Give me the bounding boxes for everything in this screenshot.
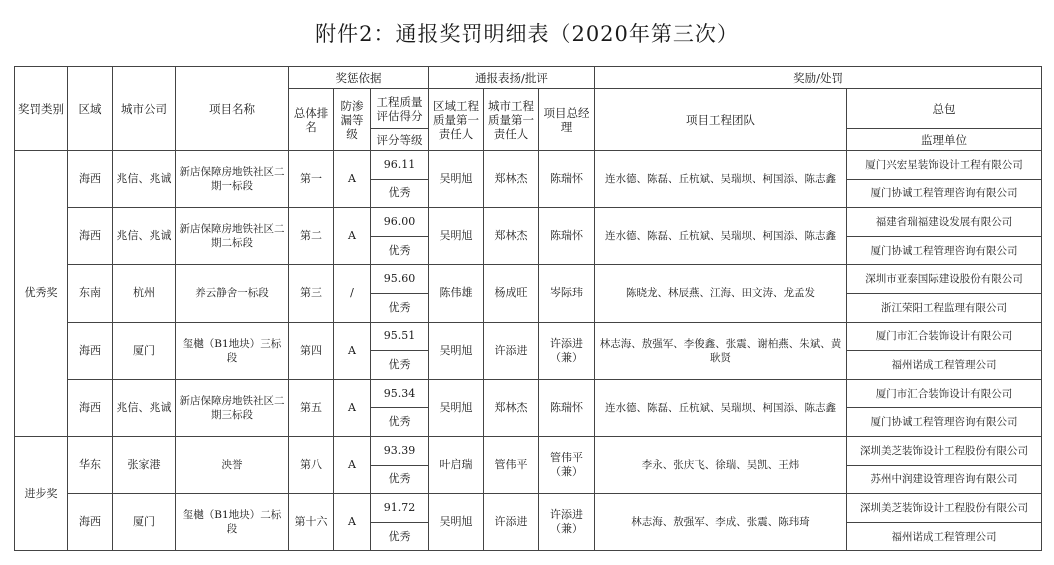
leak-cell: / bbox=[334, 265, 371, 322]
leak-cell: A bbox=[334, 494, 371, 551]
pm-cell: 许添进（兼） bbox=[539, 494, 595, 551]
region-cell: 海西 bbox=[68, 379, 113, 436]
contractor-cell: 深圳美芝装饰设计工程股份有限公司 bbox=[847, 494, 1042, 523]
category-cell: 进步奖 bbox=[15, 436, 68, 550]
leak-cell: A bbox=[334, 379, 371, 436]
header-reward: 奖励/处罚 bbox=[595, 67, 1042, 89]
score-cell: 95.51 bbox=[371, 322, 429, 351]
team-cell: 林志海、敖强军、李俊鑫、张震、谢柏燕、朱斌、黄耿贤 bbox=[595, 322, 847, 379]
project-cell: 养云静舍一标段 bbox=[176, 265, 289, 322]
grade-cell: 优秀 bbox=[371, 465, 429, 494]
supervisor-cell: 福州诺成工程管理公司 bbox=[847, 522, 1042, 551]
team-cell: 林志海、敖强军、李成、张震、陈玮琦 bbox=[595, 494, 847, 551]
supervisor-cell: 厦门协诚工程管理咨询有限公司 bbox=[847, 408, 1042, 437]
team-cell: 连水德、陈磊、丘杭斌、吴瑞坝、柯国添、陈志鑫 bbox=[595, 151, 847, 208]
header-praise: 通报表扬/批评 bbox=[429, 67, 595, 89]
project-cell: 玺樾（B1地块）二标段 bbox=[176, 494, 289, 551]
region-resp-cell: 吴明旭 bbox=[429, 494, 484, 551]
pm-cell: 陈瑞怀 bbox=[539, 379, 595, 436]
header-quality-score: 工程质量评估得分 bbox=[371, 89, 429, 129]
region-resp-cell: 吴明旭 bbox=[429, 208, 484, 265]
city-cell: 杭州 bbox=[113, 265, 176, 322]
team-cell: 连水德、陈磊、丘杭斌、吴瑞坝、柯国添、陈志鑫 bbox=[595, 208, 847, 265]
leak-cell: A bbox=[334, 208, 371, 265]
page-title: 附件2：通报奖罚明细表（2020年第三次） bbox=[315, 22, 739, 46]
city-resp-cell: 杨成旺 bbox=[484, 265, 539, 322]
city-cell: 兆信、兆诚 bbox=[113, 151, 176, 208]
rank-cell: 第十六 bbox=[289, 494, 334, 551]
grade-cell: 优秀 bbox=[371, 179, 429, 208]
grade-cell: 优秀 bbox=[371, 293, 429, 322]
region-cell: 华东 bbox=[68, 436, 113, 493]
team-cell: 陈晓龙、林辰燕、江海、田文涛、龙孟发 bbox=[595, 265, 847, 322]
header-region-resp: 区域工程质量第一责任人 bbox=[429, 89, 484, 151]
header-pm: 项目总经理 bbox=[539, 89, 595, 151]
project-cell: 新店保障房地铁社区二期一标段 bbox=[176, 151, 289, 208]
contractor-cell: 厦门市汇合装饰设计有限公司 bbox=[847, 322, 1042, 351]
score-cell: 95.34 bbox=[371, 379, 429, 408]
region-cell: 海西 bbox=[68, 322, 113, 379]
city-resp-cell: 许添进 bbox=[484, 322, 539, 379]
contractor-cell: 厦门市汇合装饰设计有限公司 bbox=[847, 379, 1042, 408]
rank-cell: 第一 bbox=[289, 151, 334, 208]
city-cell: 厦门 bbox=[113, 322, 176, 379]
header-rank: 总体排名 bbox=[289, 89, 334, 151]
city-cell: 兆信、兆诚 bbox=[113, 208, 176, 265]
city-resp-cell: 郑林杰 bbox=[484, 379, 539, 436]
pm-cell: 管伟平（兼） bbox=[539, 436, 595, 493]
pm-cell: 岑际玮 bbox=[539, 265, 595, 322]
pm-cell: 许添进（兼） bbox=[539, 322, 595, 379]
region-cell: 海西 bbox=[68, 494, 113, 551]
region-cell: 海西 bbox=[68, 151, 113, 208]
city-resp-cell: 管伟平 bbox=[484, 436, 539, 493]
score-cell: 93.39 bbox=[371, 436, 429, 465]
rank-cell: 第八 bbox=[289, 436, 334, 493]
region-resp-cell: 叶启瑞 bbox=[429, 436, 484, 493]
project-cell: 新店保障房地铁社区二期三标段 bbox=[176, 379, 289, 436]
supervisor-cell: 浙江荣阳工程监理有限公司 bbox=[847, 293, 1042, 322]
header-category: 奖罚类别 bbox=[15, 67, 68, 151]
city-resp-cell: 许添进 bbox=[484, 494, 539, 551]
header-contractor: 总包 bbox=[847, 89, 1042, 129]
contractor-cell: 福建省瑞福建设发展有限公司 bbox=[847, 208, 1042, 237]
header-basis: 奖惩依据 bbox=[289, 67, 429, 89]
leak-cell: A bbox=[334, 436, 371, 493]
region-resp-cell: 吴明旭 bbox=[429, 151, 484, 208]
header-team: 项目工程团队 bbox=[595, 89, 847, 151]
rewards-table bbox=[14, 66, 1042, 551]
header-region: 区域 bbox=[68, 67, 113, 151]
grade-cell: 优秀 bbox=[371, 522, 429, 551]
grade-cell: 优秀 bbox=[371, 236, 429, 265]
rank-cell: 第五 bbox=[289, 379, 334, 436]
contractor-cell: 深圳市亚泰国际建设股份有限公司 bbox=[847, 265, 1042, 294]
supervisor-cell: 厦门协诚工程管理咨询有限公司 bbox=[847, 179, 1042, 208]
city-cell: 厦门 bbox=[113, 494, 176, 551]
pm-cell: 陈瑞怀 bbox=[539, 151, 595, 208]
grade-cell: 优秀 bbox=[371, 408, 429, 437]
supervisor-cell: 厦门协诚工程管理咨询有限公司 bbox=[847, 236, 1042, 265]
score-cell: 96.11 bbox=[371, 151, 429, 180]
team-cell: 李永、张庆飞、徐瑞、吴凯、王炜 bbox=[595, 436, 847, 493]
header-project-name: 项目名称 bbox=[176, 67, 289, 151]
region-resp-cell: 陈伟雄 bbox=[429, 265, 484, 322]
supervisor-cell: 福州诺成工程管理公司 bbox=[847, 351, 1042, 380]
header-score-grade: 评分等级 bbox=[371, 129, 429, 151]
contractor-cell: 厦门兴宏星装饰设计工程有限公司 bbox=[847, 151, 1042, 180]
project-cell: 新店保障房地铁社区二期二标段 bbox=[176, 208, 289, 265]
rank-cell: 第四 bbox=[289, 322, 334, 379]
score-cell: 91.72 bbox=[371, 494, 429, 523]
region-cell: 东南 bbox=[68, 265, 113, 322]
contractor-cell: 深圳美芝装饰设计工程股份有限公司 bbox=[847, 436, 1042, 465]
region-resp-cell: 吴明旭 bbox=[429, 379, 484, 436]
header-leak-level: 防渗漏等级 bbox=[334, 89, 371, 151]
grade-cell: 优秀 bbox=[371, 351, 429, 380]
score-cell: 95.60 bbox=[371, 265, 429, 294]
leak-cell: A bbox=[334, 151, 371, 208]
city-cell: 张家港 bbox=[113, 436, 176, 493]
category-cell: 优秀奖 bbox=[15, 151, 68, 437]
rank-cell: 第二 bbox=[289, 208, 334, 265]
city-cell: 兆信、兆诚 bbox=[113, 379, 176, 436]
pm-cell: 陈瑞怀 bbox=[539, 208, 595, 265]
city-resp-cell: 郑林杰 bbox=[484, 208, 539, 265]
project-cell: 玺樾（B1地块）三标段 bbox=[176, 322, 289, 379]
score-cell: 96.00 bbox=[371, 208, 429, 237]
header-supervisor: 监理单位 bbox=[847, 129, 1042, 151]
region-cell: 海西 bbox=[68, 208, 113, 265]
supervisor-cell: 苏州中润建设管理咨询有限公司 bbox=[847, 465, 1042, 494]
project-cell: 泱誉 bbox=[176, 436, 289, 493]
team-cell: 连水德、陈磊、丘杭斌、吴瑞坝、柯国添、陈志鑫 bbox=[595, 379, 847, 436]
header-city-resp: 城市工程质量第一责任人 bbox=[484, 89, 539, 151]
header-city-company: 城市公司 bbox=[113, 67, 176, 151]
leak-cell: A bbox=[334, 322, 371, 379]
city-resp-cell: 郑林杰 bbox=[484, 151, 539, 208]
rank-cell: 第三 bbox=[289, 265, 334, 322]
region-resp-cell: 吴明旭 bbox=[429, 322, 484, 379]
